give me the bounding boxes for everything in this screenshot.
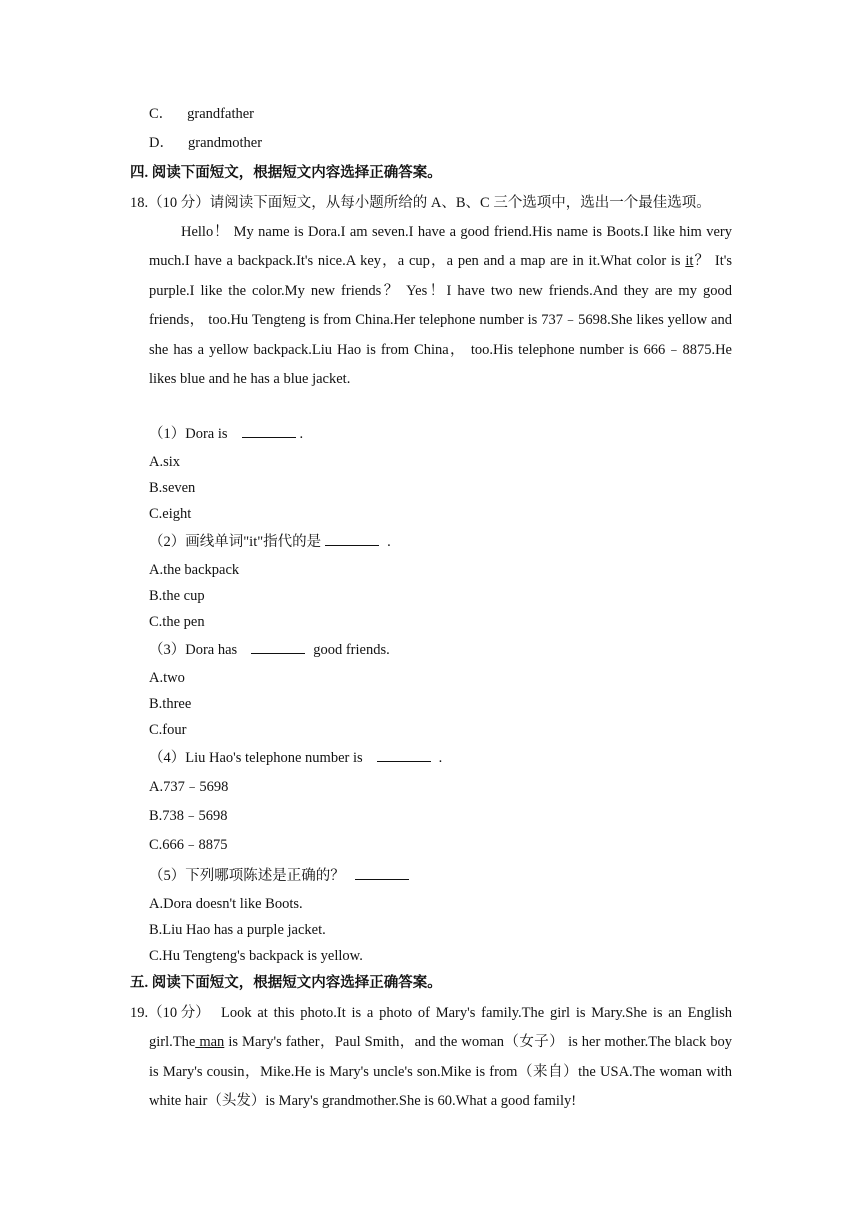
option: A.737﹣5698 <box>149 779 229 795</box>
answer-blank <box>377 747 431 762</box>
option: A.two <box>149 670 185 686</box>
passage-19 <box>149 999 732 1117</box>
option: C.Hu Tengteng's backpack is yellow. <box>149 948 363 964</box>
question-stem: （4）Liu Hao's telephone number is <box>149 750 363 766</box>
question-score: （10 分） <box>148 1005 210 1021</box>
question-stem: （1）Dora is <box>149 426 228 442</box>
option-letter: C． <box>149 106 174 122</box>
option: A.six <box>149 454 181 470</box>
option: A.the backpack <box>149 562 240 578</box>
option-d-prev <box>149 133 262 153</box>
option: C.eight <box>149 506 192 522</box>
answer-blank <box>325 531 379 546</box>
question-stem: （5）下列哪项陈述是正确的？ <box>149 868 345 884</box>
passage-text: Look at this photo.It is a photo of Mary's family.The girl is Mary.She is an English girl.The <box>149 1005 732 1051</box>
question-stem: （3）Dora has <box>149 642 238 658</box>
option-letter: D． <box>149 135 174 151</box>
answer-blank <box>355 865 409 880</box>
question-number: 19. <box>130 1005 149 1021</box>
option: C.the pen <box>149 614 205 630</box>
option-text: grandmother <box>187 135 263 151</box>
underlined-word: man <box>195 1034 225 1051</box>
passage-text: ？ It's purple.I like the color.My new friends？ Yes！I have two new friends.And they are my good friends， too.Hu Tengteng is from China.Her telephone number is 737﹣5698.She likes yellow and she has a yellow backpack.Liu Hao is from China， too.His telephone number is 666﹣8875.He likes blue and he has a blue jacket. <box>149 253 732 388</box>
answer-blank <box>242 423 296 438</box>
question-score: （10 分） <box>148 195 210 211</box>
passage-text: is Mary's father，Paul Smith，and the woman（女子） is her mother.The black boy is Mary's cousin，Mike.He is Mary's uncle's son.Mike is from（来自）the USA.The woman with white hair（头发）is Mary's grandmother.She is 60.What a good family! <box>149 1034 732 1110</box>
option: B.the cup <box>149 588 205 604</box>
question-stem-end: . <box>299 426 304 442</box>
option: A.Dora doesn't like Boots. <box>149 896 303 912</box>
question-stem-end: . <box>387 534 391 550</box>
option: B.seven <box>149 480 196 496</box>
sub-question-2 <box>149 531 391 552</box>
question-stem-end: . <box>438 750 443 766</box>
option: C.666﹣8875 <box>149 837 228 853</box>
sub-question-1 <box>149 423 303 444</box>
question-instruction: 请阅读下面短文，从每小题所给的 A、B、C 三个选项中，选出一个最佳选项。 <box>209 195 711 211</box>
underlined-word: it <box>685 253 694 270</box>
question-18-header <box>130 193 711 213</box>
option: B.Liu Hao has a purple jacket. <box>149 922 326 938</box>
option: B.three <box>149 696 192 712</box>
option: B.738﹣5698 <box>149 808 228 824</box>
question-number: 18. <box>130 195 149 211</box>
option-c-prev <box>149 104 254 124</box>
option: C.four <box>149 722 187 738</box>
section-5-title: 五. 阅读下面短文，根据短文内容选择正确答案。 <box>130 975 442 991</box>
sub-question-3 <box>149 639 390 660</box>
question-stem-end: good friends. <box>313 642 390 658</box>
section-4-title: 四. 阅读下面短文，根据短文内容选择正确答案。 <box>130 165 442 181</box>
sub-question-4 <box>149 747 442 768</box>
question-stem: （2）画线单词"it"指代的是 <box>149 534 322 550</box>
passage-18 <box>149 218 732 394</box>
sub-question-5 <box>149 865 413 886</box>
answer-blank <box>251 639 305 654</box>
passage-text: Hello！ My name is Dora.I am seven.I have a good friend.His name is Boots.I like him very much.I have a backpack.It's nice.A key，a cup，a pen and a map are in it.What color is <box>149 224 732 270</box>
option-text: grandfather <box>187 106 254 122</box>
